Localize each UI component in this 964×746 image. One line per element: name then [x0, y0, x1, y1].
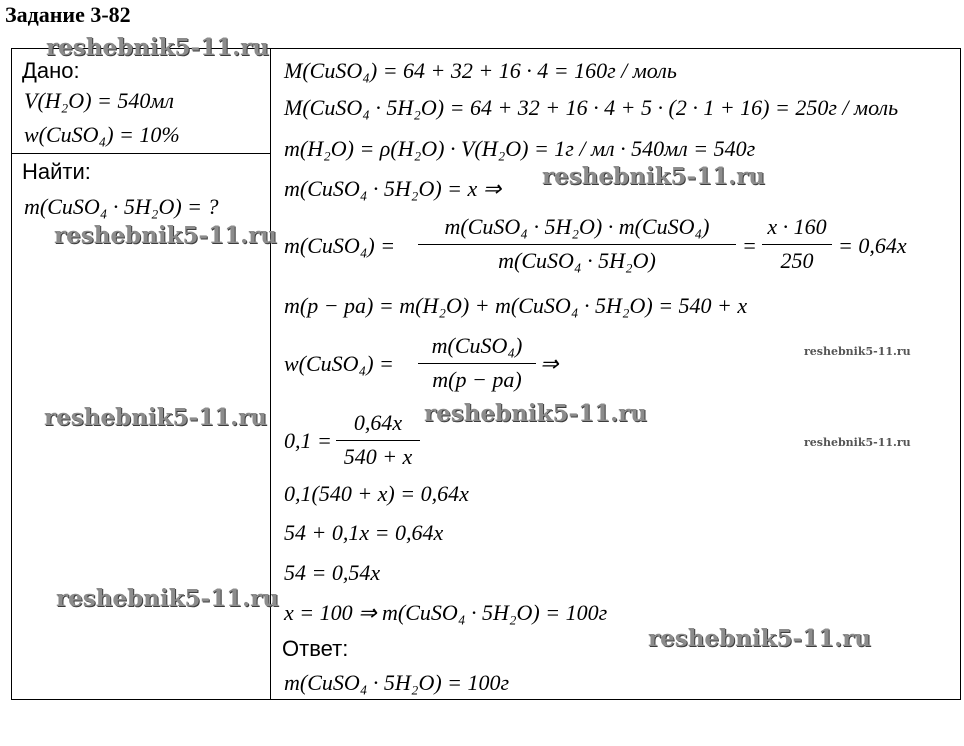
fraction-bar [336, 440, 420, 441]
watermark: reshebnik5-11.ru [542, 163, 765, 190]
mass-cuso4-result: = 0,64x [838, 233, 907, 258]
fraction-numerator: m(CuSO₄ · 5H₂O) · m(CuSO₄) [444, 214, 710, 239]
mass-water: m(H₂O) = ρ(H₂O) · V(H₂O) = 1г / мл · 540мл = 540г [284, 136, 756, 161]
molar-mass-cuso4: M(CuSO₄) = 64 + 32 + 16 · 4 = 160г / моль [284, 58, 677, 83]
answer-label: Ответ: [282, 636, 349, 661]
equals-sign: = [742, 233, 757, 258]
task-title: Задание 3-82 [5, 2, 131, 27]
equation-lhs: 0,1 = [284, 428, 332, 453]
implies-arrow: ⇒ [540, 351, 559, 376]
watermark: reshebnik5-11.ru [424, 400, 647, 427]
fraction-numerator: x · 160 [767, 214, 827, 239]
given-label: Дано: [22, 58, 80, 83]
fraction-bar [418, 363, 536, 364]
given-mass-fraction: w(CuSO₄) = 10% [24, 122, 180, 147]
fraction-denominator: 250 [780, 248, 814, 273]
fraction-denominator: m(CuSO₄ · 5H₂O) [498, 248, 656, 273]
watermark: reshebnik5-11.ru [46, 34, 269, 61]
given-find-divider [11, 153, 271, 154]
solution-mass: m(p − pa) = m(H₂O) + m(CuSO₄ · 5H₂O) = 540 + x [284, 293, 748, 318]
watermark: reshebnik5-11.ru [44, 404, 267, 431]
unknown-definition: m(CuSO₄ · 5H₂O) = x ⇒ [284, 176, 502, 201]
fraction-denominator: m(p − pa) [432, 367, 522, 392]
fraction-bar [418, 244, 736, 245]
equation-fraction [336, 410, 420, 474]
mass-fraction-fraction [418, 333, 536, 397]
fraction-numerator: m(CuSO₄) [431, 333, 523, 358]
watermark: reshebnik5-11.ru [56, 585, 279, 612]
mass-cuso4-fraction [418, 214, 736, 278]
watermark: reshebnik5-11.ru [648, 625, 871, 652]
fraction-bar [762, 244, 832, 245]
fraction-denominator: 540 + x [343, 444, 413, 469]
equation-step-1: 0,1(540 + x) = 0,64x [284, 481, 469, 506]
watermark-small: reshebnik5-11.ru [804, 345, 911, 358]
numeric-fraction [762, 214, 832, 278]
answer-value: m(CuSO₄ · 5H₂O) = 100г [284, 670, 510, 695]
mass-cuso4-lhs: m(CuSO₄) = [284, 233, 396, 258]
watermark-small: reshebnik5-11.ru [804, 436, 911, 449]
find-unknown: m(CuSO₄ · 5H₂O) = ? [24, 194, 219, 219]
find-label: Найти: [22, 159, 91, 184]
watermark: reshebnik5-11.ru [54, 222, 277, 249]
given-volume-water: V(H₂O) = 540мл [24, 88, 174, 113]
molar-mass-hydrate: M(CuSO₄ · 5H₂O) = 64 + 32 + 16 · 4 + 5 · (2 · 1 + 16) = 250г / моль [284, 95, 899, 120]
equation-step-2: 54 + 0,1x = 0,64x [284, 520, 444, 545]
mass-fraction-lhs: w(CuSO₄) = [284, 351, 394, 376]
fraction-numerator: 0,64x [353, 410, 403, 435]
equation-step-3: 54 = 0,54x [284, 560, 381, 585]
equation-result: x = 100 ⇒ m(CuSO₄ · 5H₂O) = 100г [284, 600, 608, 625]
